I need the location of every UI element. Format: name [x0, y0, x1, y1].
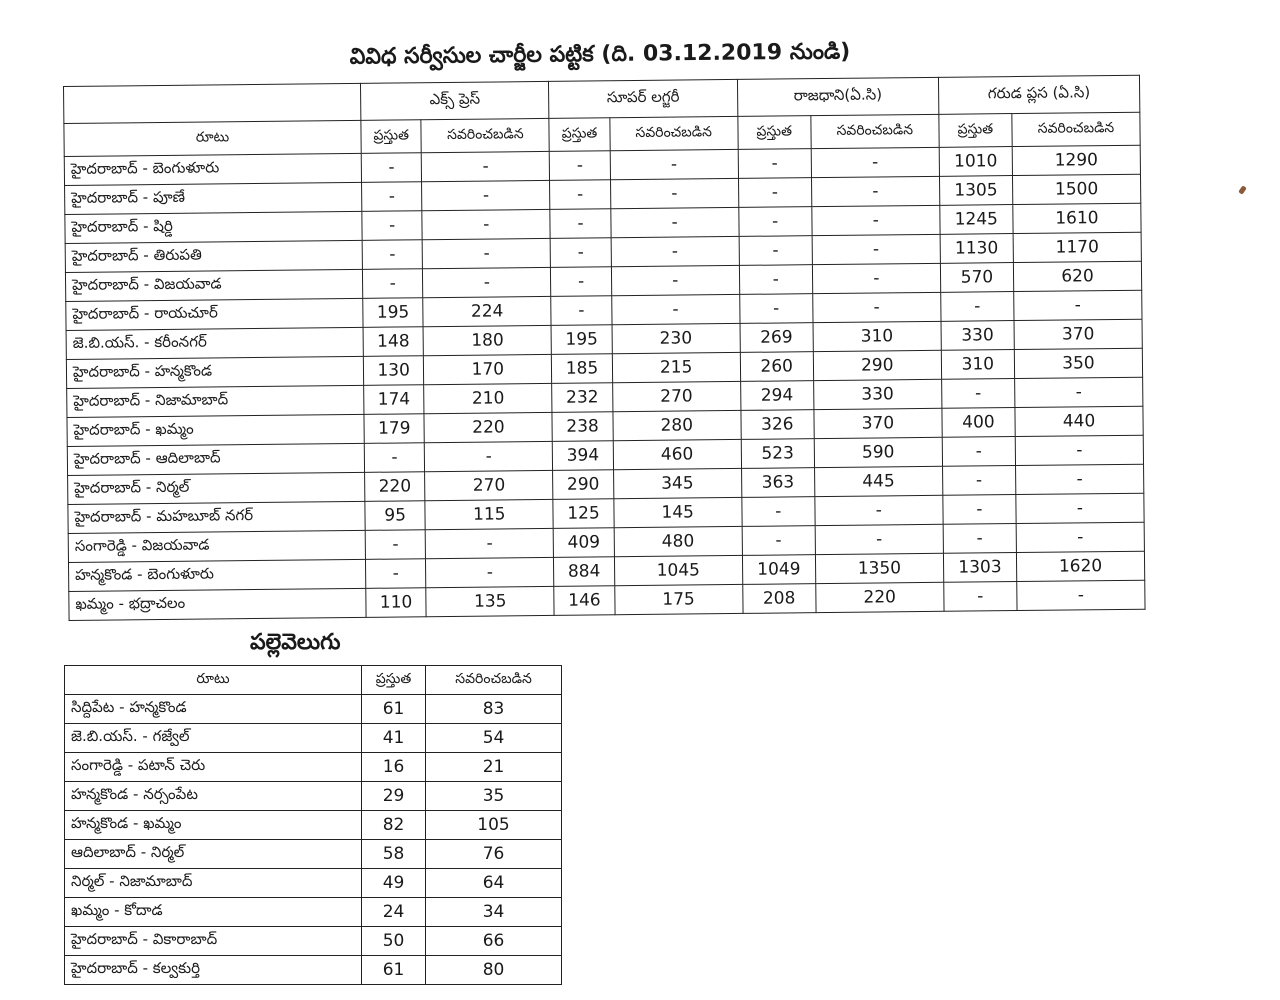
revised-fare-cell: -: [610, 149, 738, 179]
revised-fare-cell: -: [815, 495, 943, 525]
current-fare-cell: 232: [552, 383, 613, 413]
route-cell: హైదరాబాద్ - వికారాబాద్: [65, 927, 362, 956]
revised-fare-cell: -: [1016, 493, 1144, 523]
revised-fare-cell: 210: [424, 383, 552, 413]
revised-fare-cell: 445: [814, 466, 942, 496]
current-fare-cell: 50: [362, 927, 426, 956]
route-cell: జె.బి.యస్. - గజ్వేల్: [65, 724, 362, 753]
route-cell: ఖమ్మం - కోదాడ: [65, 898, 362, 927]
revised-fare-cell: -: [812, 263, 940, 293]
current-fare-header: ప్రస్తుత: [549, 118, 610, 152]
current-fare-cell: 269: [740, 323, 813, 353]
service-group-garuda-plus: గరుడ ప్లస (ఏ.సి): [938, 75, 1140, 114]
current-fare-cell: -: [550, 209, 611, 239]
revised-fare-cell: 54: [426, 724, 562, 753]
current-fare-cell: 400: [942, 408, 1015, 438]
current-fare-cell: 58: [362, 840, 426, 869]
current-fare-header: ప్రస్తుత: [362, 666, 426, 695]
current-fare-cell: 523: [741, 439, 814, 469]
current-fare-cell: -: [944, 582, 1017, 612]
current-fare-cell: 174: [364, 385, 425, 415]
route-cell: సంగారెడ్డి - విజయవాడ: [68, 530, 365, 562]
current-fare-cell: 1130: [940, 234, 1013, 264]
route-cell: హన్మకొండ - నర్సంపేట: [65, 782, 362, 811]
current-fare-cell: 185: [552, 354, 613, 384]
current-fare-cell: 310: [941, 350, 1014, 380]
current-fare-cell: 570: [940, 263, 1013, 293]
revised-fare-header: సవరించబడిన: [426, 666, 562, 695]
route-cell: హైదరాబాద్ - కల్వకుర్తి: [65, 956, 362, 985]
current-fare-cell: -: [942, 466, 1015, 496]
current-fare-cell: -: [738, 149, 811, 179]
current-fare-cell: 179: [364, 414, 425, 444]
revised-fare-cell: 1500: [1012, 174, 1140, 204]
route-cell: ఆదిలాబాద్ - నిర్మల్: [65, 840, 362, 869]
current-fare-cell: -: [365, 530, 426, 560]
revised-fare-cell: -: [423, 267, 551, 297]
revised-fare-cell: 230: [612, 323, 740, 353]
revised-fare-cell: 280: [613, 410, 741, 440]
revised-fare-cell: 105: [426, 811, 562, 840]
current-fare-cell: -: [943, 495, 1016, 525]
revised-fare-cell: -: [611, 265, 739, 295]
current-fare-cell: 195: [551, 325, 612, 355]
revised-fare-cell: -: [610, 207, 738, 237]
table-row: [65, 695, 562, 724]
document-title: వివిధ సర్వీసుల చార్జీల పట్టిక (ది. 03.12.2019 నుండి): [349, 39, 851, 70]
current-fare-cell: 290: [553, 470, 614, 500]
revised-fare-cell: -: [422, 209, 550, 239]
table-row: [65, 753, 562, 782]
route-cell: హైదరాబాద్ - తిరుపతి: [65, 240, 362, 272]
revised-fare-cell: -: [812, 234, 940, 264]
revised-fare-cell: -: [426, 557, 554, 587]
current-fare-cell: -: [362, 211, 423, 241]
revised-fare-cell: 370: [814, 408, 942, 438]
current-fare-cell: -: [362, 240, 423, 270]
revised-fare-cell: -: [611, 236, 739, 266]
current-fare-cell: 95: [365, 501, 426, 531]
revised-fare-header: సవరించబడిన: [610, 116, 738, 150]
current-fare-cell: 195: [363, 298, 424, 328]
route-cell: హైదరాబాద్ - నిర్మల్: [68, 472, 365, 504]
current-fare-cell: -: [550, 151, 611, 181]
current-fare-cell: 82: [362, 811, 426, 840]
current-fare-cell: -: [362, 182, 423, 212]
current-fare-cell: -: [364, 443, 425, 473]
current-fare-cell: -: [361, 153, 422, 183]
revised-fare-cell: 220: [816, 582, 944, 612]
blank-header-cell: [64, 83, 361, 123]
current-fare-cell: -: [550, 238, 611, 268]
stray-ink-mark: [1238, 185, 1247, 194]
current-fare-cell: 146: [554, 586, 615, 616]
route-cell: హన్మకొండ - ఖమ్మం: [65, 811, 362, 840]
current-fare-cell: 130: [363, 356, 424, 386]
revised-fare-cell: 83: [426, 695, 562, 724]
current-fare-cell: -: [941, 379, 1014, 409]
current-fare-cell: -: [942, 437, 1015, 467]
current-fare-cell: 61: [362, 695, 426, 724]
current-fare-cell: 1305: [939, 176, 1012, 206]
current-fare-cell: 260: [740, 352, 813, 382]
revised-fare-cell: -: [1017, 580, 1145, 610]
current-fare-cell: -: [742, 497, 815, 527]
revised-fare-cell: 1620: [1016, 551, 1144, 581]
revised-fare-cell: 170: [424, 354, 552, 384]
current-fare-cell: 220: [365, 472, 426, 502]
current-fare-cell: -: [365, 559, 426, 589]
revised-fare-cell: -: [422, 151, 550, 181]
revised-fare-cell: 440: [1015, 406, 1143, 436]
pallevelugu-title: పల్లెవెలుగు: [250, 630, 341, 655]
current-fare-cell: -: [550, 180, 611, 210]
current-fare-cell: 294: [740, 381, 813, 411]
current-fare-cell: -: [738, 207, 811, 237]
table-row: [65, 927, 562, 956]
revised-fare-cell: 1610: [1013, 203, 1141, 233]
table-row: [65, 811, 562, 840]
pallevelugu-header-row: [65, 666, 562, 695]
current-fare-cell: 884: [554, 557, 615, 587]
pallevelugu-table: [64, 665, 562, 985]
current-fare-cell: -: [739, 265, 812, 295]
current-fare-header: ప్రస్తుత: [939, 114, 1012, 148]
current-fare-cell: 326: [741, 410, 814, 440]
revised-fare-cell: 1045: [614, 555, 742, 585]
revised-fare-cell: 21: [426, 753, 562, 782]
fare-table: [63, 75, 1146, 621]
table-row: [65, 898, 562, 927]
route-cell: సిద్దిపేట - హన్మకొండ: [65, 695, 362, 724]
current-fare-cell: -: [551, 296, 612, 326]
revised-fare-cell: 175: [614, 584, 742, 614]
current-fare-cell: -: [739, 294, 812, 324]
revised-fare-cell: -: [1015, 377, 1143, 407]
revised-fare-cell: 76: [426, 840, 562, 869]
revised-fare-cell: -: [1015, 435, 1143, 465]
route-cell: హన్మకొండ - బెంగుళూరు: [68, 559, 365, 591]
revised-fare-cell: 35: [426, 782, 562, 811]
table-row: [65, 956, 562, 985]
revised-fare-cell: 310: [813, 321, 941, 351]
revised-fare-cell: 180: [423, 325, 551, 355]
route-cell: హైదరాబాద్ - హన్మకొండ: [66, 356, 363, 388]
revised-fare-cell: 80: [426, 956, 562, 985]
revised-fare-cell: 145: [614, 497, 742, 527]
current-fare-cell: -: [738, 178, 811, 208]
current-fare-cell: 41: [362, 724, 426, 753]
route-column-header: రూటు: [64, 120, 361, 156]
revised-fare-cell: 66: [426, 927, 562, 956]
current-fare-header: ప్రస్తుత: [738, 116, 811, 150]
current-fare-cell: 125: [553, 499, 614, 529]
revised-fare-cell: 350: [1014, 348, 1142, 378]
current-fare-cell: 208: [742, 584, 815, 614]
revised-fare-cell: -: [1015, 464, 1143, 494]
current-fare-cell: 330: [941, 321, 1014, 351]
current-fare-cell: 1245: [940, 205, 1013, 235]
route-cell: హైదరాబాద్ - నిజామాబాద్: [67, 385, 364, 417]
revised-fare-cell: 460: [613, 439, 741, 469]
revised-fare-cell: -: [811, 176, 939, 206]
current-fare-cell: -: [739, 236, 812, 266]
revised-fare-cell: 290: [813, 350, 941, 380]
revised-fare-cell: 330: [813, 379, 941, 409]
current-fare-cell: 61: [362, 956, 426, 985]
revised-fare-cell: -: [611, 294, 739, 324]
revised-fare-cell: 480: [614, 526, 742, 556]
table-row: [65, 840, 562, 869]
route-cell: హైదరాబాద్ - పూణే: [65, 182, 362, 214]
revised-fare-cell: -: [1014, 290, 1142, 320]
table-row: [65, 724, 562, 753]
table-row: [65, 869, 562, 898]
current-fare-cell: -: [742, 526, 815, 556]
revised-fare-cell: 345: [613, 468, 741, 498]
current-fare-cell: 29: [362, 782, 426, 811]
current-fare-cell: 110: [366, 588, 427, 618]
route-cell: హైదరాబాద్ - విజయవాడ: [65, 269, 362, 301]
revised-fare-cell: -: [425, 528, 553, 558]
current-fare-cell: 148: [363, 327, 424, 357]
current-fare-cell: 1010: [939, 147, 1012, 177]
revised-fare-cell: -: [425, 441, 553, 471]
route-cell: సంగారెడ్డి - పటాన్ చెరు: [65, 753, 362, 782]
service-group-express: ఎక్స్ ప్రెస్: [360, 81, 549, 120]
current-fare-cell: 16: [362, 753, 426, 782]
route-cell: హైదరాబాద్ - ఖమ్మం: [67, 414, 364, 446]
route-cell: హైదరాబాద్ - రాయచూర్: [66, 298, 363, 330]
current-fare-cell: 49: [362, 869, 426, 898]
revised-fare-cell: -: [610, 178, 738, 208]
route-cell: హైదరాబాద్ - బెంగుళూరు: [64, 153, 361, 185]
revised-fare-cell: 370: [1014, 319, 1142, 349]
revised-fare-header: సవరించబడిన: [421, 118, 549, 152]
route-cell: ఖమ్మం - భద్రాచలం: [69, 588, 366, 620]
route-cell: నిర్మల్ - నిజామాబాద్: [65, 869, 362, 898]
current-fare-header: ప్రస్తుత: [361, 120, 422, 154]
revised-fare-cell: -: [812, 205, 940, 235]
service-group-super-luxury: సూపర్ లగ్జరీ: [549, 79, 738, 118]
route-cell: హైదరాబాద్ - ఆదిలాబాద్: [67, 443, 364, 475]
revised-fare-cell: 34: [426, 898, 562, 927]
current-fare-cell: 394: [553, 441, 614, 471]
revised-fare-cell: -: [813, 292, 941, 322]
revised-fare-header: సవరించబడిన: [811, 114, 939, 148]
revised-fare-cell: 1170: [1013, 232, 1141, 262]
revised-fare-cell: 590: [814, 437, 942, 467]
revised-fare-cell: 270: [425, 470, 553, 500]
revised-fare-cell: 270: [612, 381, 740, 411]
current-fare-cell: 409: [554, 528, 615, 558]
revised-fare-cell: 215: [612, 352, 740, 382]
current-fare-cell: 24: [362, 898, 426, 927]
table-row: [65, 782, 562, 811]
revised-fare-cell: 135: [426, 586, 554, 616]
current-fare-cell: -: [362, 269, 423, 299]
revised-fare-cell: -: [1016, 522, 1144, 552]
revised-fare-cell: 64: [426, 869, 562, 898]
revised-fare-header: సవరించబడిన: [1012, 112, 1140, 146]
revised-fare-cell: -: [811, 147, 939, 177]
revised-fare-cell: 224: [423, 296, 551, 326]
route-column-header: రూటు: [65, 666, 362, 695]
revised-fare-cell: 1350: [815, 553, 943, 583]
revised-fare-cell: 220: [424, 412, 552, 442]
current-fare-cell: 238: [552, 412, 613, 442]
route-cell: హైదరాబాద్ - షిర్డి: [65, 211, 362, 243]
current-fare-cell: 1049: [742, 555, 815, 585]
current-fare-cell: 1303: [943, 553, 1016, 583]
current-fare-cell: -: [551, 267, 612, 297]
route-cell: హైదరాబాద్ - మహబూబ్ నగర్: [68, 501, 365, 533]
revised-fare-cell: -: [422, 180, 550, 210]
current-fare-cell: -: [943, 524, 1016, 554]
current-fare-cell: 363: [741, 468, 814, 498]
service-group-rajadhani: రాజధాని(ఏ.సి): [737, 77, 939, 116]
revised-fare-cell: -: [422, 238, 550, 268]
current-fare-cell: -: [941, 292, 1014, 322]
revised-fare-cell: 115: [425, 499, 553, 529]
revised-fare-cell: 620: [1013, 261, 1141, 291]
route-cell: జె.బి.యస్. - కరీంనగర్: [66, 327, 363, 359]
revised-fare-cell: -: [815, 524, 943, 554]
revised-fare-cell: 1290: [1012, 145, 1140, 175]
